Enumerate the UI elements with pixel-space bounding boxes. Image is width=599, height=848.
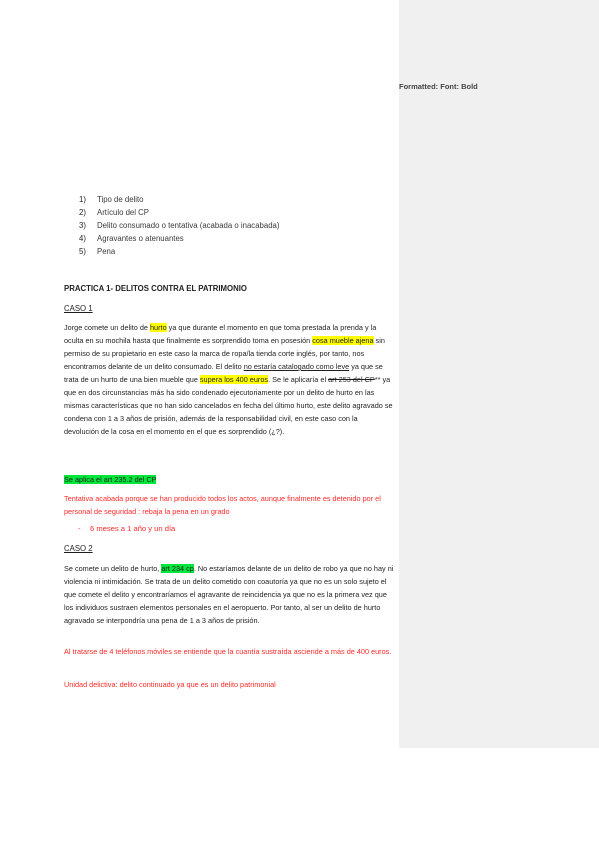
list-item: 2) Artículo del CP — [79, 208, 150, 217]
highlight-article-234: art 234 cp — [161, 564, 194, 573]
practice-heading: PRACTICA 1- DELITOS CONTRA EL PATRIMONIO — [64, 284, 247, 293]
comment-pane-title: Formatted: Font: Bold — [399, 82, 478, 91]
comment-pane — [399, 0, 599, 748]
caso1-article-note — [64, 473, 394, 486]
question-list — [64, 193, 394, 258]
highlight-400-euros: supera los 400 euros — [199, 375, 269, 384]
caso2-title: CASO 2 — [64, 544, 93, 553]
highlight-article-235: Se aplica el art 235.2 del CP — [64, 475, 157, 484]
caso2-paragraph: Se comete un delito de hurto, art 234 cp. No estaríamos delante de un delito de robo ya que no hay ni violencia ni intimidación. Se trata de un delito cometido con coautoría ya que no es un solo sujeto el que comete el delito y encontraríamos el agravante de reincidencia ya que no es la primera vez que los individuos sustraen elementos personales en el aeropuerto. Por tanto, al ser un delito de hurto agravado se interpondría una pena de 1 a 3 años de prisión. — [64, 564, 394, 625]
caso1-penalty-item: - 6 meses a 1 año y un día — [78, 524, 176, 533]
underlined-leve: no estaría catalogado como leve — [243, 362, 350, 371]
list-item: 5) Pena — [79, 247, 116, 256]
list-item: 4) Agravantes o atenuantes — [79, 234, 184, 243]
struck-article: art 253 del CP — [328, 375, 375, 384]
caso1-tentativa-note: Tentativa acabada porque se han producido todos los actos, aunque finalmente es detenido por el personal de seguridad : rebaja la pena en un grado — [64, 494, 381, 516]
highlight-hurto: hurto — [150, 323, 167, 332]
caso1-paragraph: Jorge comete un delito de hurto ya que durante el momento en que toma prestada la prenda y la oculta en su mochila hasta que finalmente es sorprendido toma en posesión cosa mueble ajena sin permiso de su propietario en este caso la marca de ropa/la tienda corte inglés, por tanto, nos encontramos delante de un delito consumado. El delito no estaría catalogado como leve ya que se trata de un hurto de una bien mueble que supera los 400 euros. Se le aplicaría el art 253 del CP** ya que en dos circunstancias más ha sido condenado ejecutoriamente por un delito de hurto en las mismas características que no han sido cancelados en fecha del último hurto, este delito agravado se condena con 1 a 3 años de prisión, además de la responsabilidad civil, en este caso con la devolución de la cosa en el momento en el que es sorprendido (¿?). — [64, 323, 393, 436]
list-item: 1) Tipo de delito — [79, 195, 144, 204]
caso2-amount-note: Al tratarse de 4 teléfonos móviles se entiende que la cuantía sustraída asciende a más de 400 euros. — [64, 647, 392, 656]
list-item: 3) Delito consumado o tentativa (acabada o inacabada) — [79, 221, 280, 230]
caso1-title: CASO 1 — [64, 304, 93, 313]
caso2-unit-note: Unidad delictiva: delito continuado ya que es un delito patrimonial — [64, 680, 276, 689]
highlight-cosa-mueble: cosa mueble ajena — [312, 336, 374, 345]
